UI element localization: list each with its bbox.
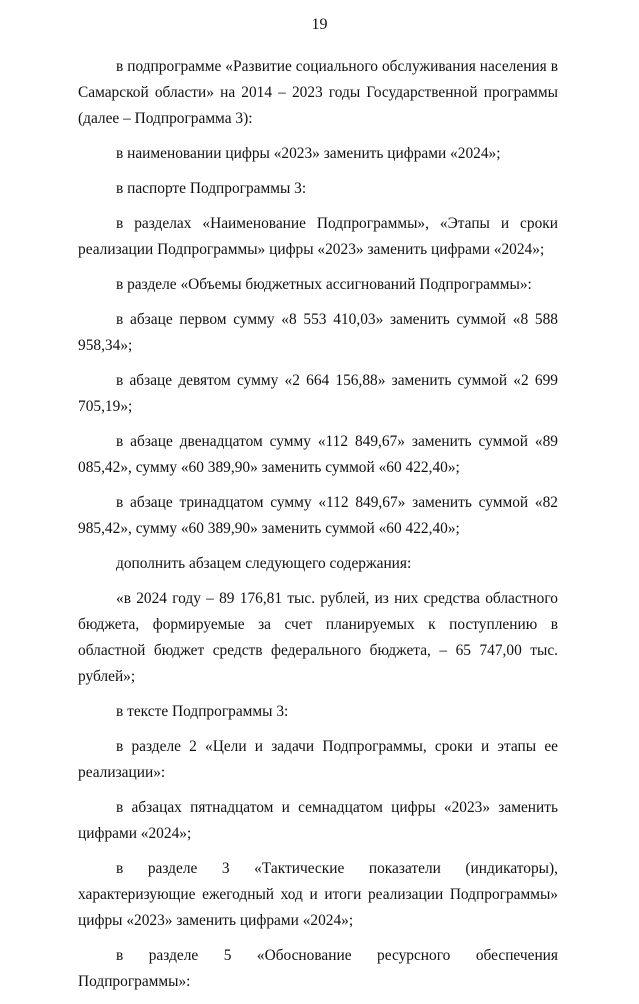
paragraph: в наименовании цифры «2023» заменить цифрами «2024»; — [116, 145, 501, 162]
paragraph: в абзаце тринадцатом сумму «112 849,67» заменить суммой «82 985,42», сумму «60 389,90» заменить суммой «60 422,40»; — [78, 494, 558, 537]
paragraph: в абзацах пятнадцатом и семнадцатом цифры «2023» заменить цифрами «2024»; — [78, 799, 558, 842]
paragraph: в паспорте Подпрограммы 3: — [116, 180, 307, 197]
page-number: 19 — [311, 16, 328, 33]
paragraph: в разделе 3 «Тактические показатели (индикаторы), характеризующие ежегодный ход и итоги реализации Подпрограммы» цифры «2023» заменить цифрами «2024»; — [78, 860, 558, 929]
paragraph: в подпрограмме «Развитие социального обслуживания населения в Самарской области» на 2014 – 2023 годы Государственной программы (далее – Подпрограмма 3): — [78, 58, 558, 127]
paragraph: в разделе «Объемы бюджетных ассигнований Подпрограммы»: — [116, 276, 532, 293]
paragraph: дополнить абзацем следующего содержания: — [116, 555, 412, 572]
paragraph: в разделе 5 «Обоснование ресурсного обеспечения Подпрограммы»: — [78, 947, 558, 990]
paragraph: в разделе 2 «Цели и задачи Подпрограммы, сроки и этапы ее реализации»: — [78, 738, 558, 781]
document-body — [78, 54, 558, 1004]
paragraph: «в 2024 году – 89 176,81 тыс. рублей, из них средства областного бюджета, формируемые за счет планируемых к поступлению в областной бюджет средств федерального бюджета, – 65 747,00 тыс. рублей»; — [78, 590, 558, 685]
paragraph: в тексте Подпрограммы 3: — [116, 703, 289, 720]
paragraph: в абзаце девятом сумму «2 664 156,88» заменить суммой «2 699 705,19»; — [78, 372, 558, 415]
paragraph: в абзаце двенадцатом сумму «112 849,67» заменить суммой «89 085,42», сумму «60 389,90» заменить суммой «60 422,40»; — [78, 433, 558, 476]
paragraph: в разделах «Наименование Подпрограммы», «Этапы и сроки реализации Подпрограммы» цифры «2023» заменить цифрами «2024»; — [78, 215, 558, 258]
paragraph: в абзаце первом сумму «8 553 410,03» заменить суммой «8 588 958,34»; — [78, 311, 558, 354]
